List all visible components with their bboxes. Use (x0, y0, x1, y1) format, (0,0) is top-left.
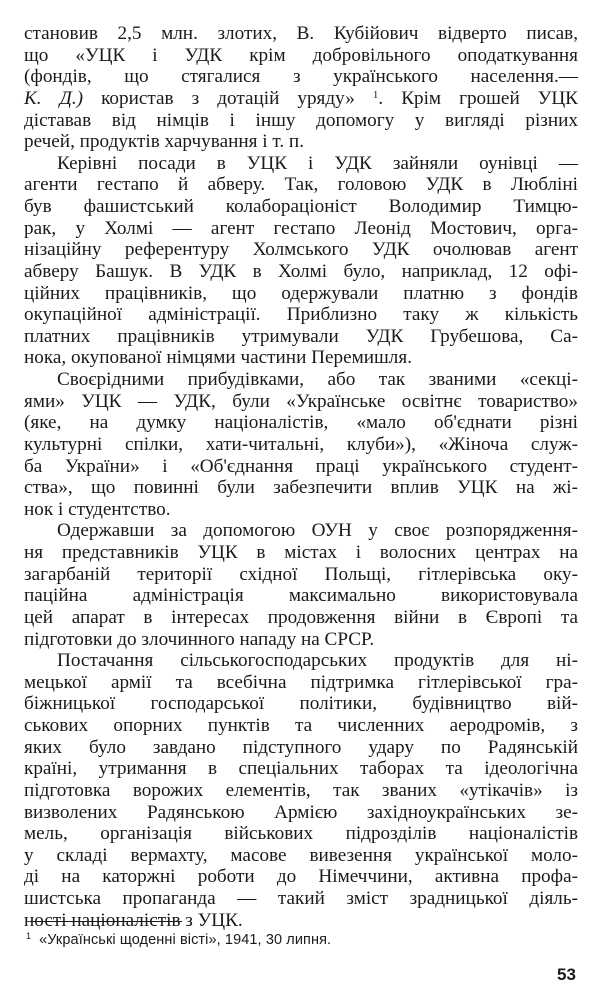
text-line: Своєрідними прибудівками, або так званими «секці- (57, 369, 578, 390)
text-line: ності націоналістів з УЦК. (24, 909, 243, 931)
text-line: нізаційну референтуру Холмського УДК очолював агент (24, 239, 578, 261)
text-line: ба України» і «Об'єднання праці українського студент- (24, 455, 578, 477)
text-line: ями» УЦК — УДК, були «Українське освітнє товариство» (24, 390, 578, 412)
text-line: абверу Башук. В УДК в Холмі було, наприклад, 12 офі- (24, 260, 578, 282)
text-line: шистська пропаганда — такий зміст зрадницької діяль- (24, 888, 578, 909)
text-line: K. Д.) користав з дотацій уряду» $^1$. Крім грошей УЦК (24, 87, 578, 109)
text-line: підготовки до злочинного нападу на СРСР. (24, 628, 375, 650)
text-line: цей апарат в інтересах продовження війни в Європі та (24, 606, 578, 628)
page-body (24, 23, 578, 931)
text-line: ді на каторжні роботи до Німеччини, активна профа- (24, 866, 578, 888)
text-line: мель, організація військових підрозділів націоналістів (24, 823, 578, 845)
paragraph (24, 23, 578, 153)
text-line: Одержавши за допомогою ОУН у своє розпорядження- (57, 520, 578, 542)
text-line: діставав від німців і іншу допомогу у вигляді різних (24, 109, 578, 131)
paragraph (24, 369, 578, 520)
text-line: яких було завдано підступного удару по Радянській (24, 736, 578, 758)
text-line: загарбаній території східної Польщі, гітлерівська оку- (24, 563, 578, 585)
page-number: 53 (557, 965, 576, 984)
paragraph (24, 650, 578, 931)
text-line: агенти гестапо й абверу. Так, головою УДК в Любліні (24, 174, 578, 196)
text-line: (фондів, що стягалися з українського населення.— (24, 66, 578, 88)
footnote-marker: 1 (26, 931, 32, 941)
text-line: що «УЦК і УДК крім добровільного оподаткування (24, 44, 578, 66)
text-line: ційних працівників, що одержували платню з фондів (24, 282, 578, 304)
text-line: культурні спілки, хати-читальні, клуби»), «Жіноча служ- (24, 433, 578, 455)
text-line: становив 2,5 млн. злотих, В. Кубійович відверто писав, (24, 23, 578, 44)
text-line: Керівні посади в УЦК і УДК зайняли оунівці — (57, 152, 578, 174)
text-line: ства», що повинні були забезпечити вплив УЦК на жі- (24, 477, 578, 499)
text-line: у складі вермахту, масове вивезення української моло- (24, 844, 578, 866)
footnote-text: «Українські щоденні вісті», 1941, 30 липня. (39, 932, 332, 948)
footnote (26, 931, 331, 949)
text-line: країні, утримання в спеціальних таборах та ідеологічна (24, 758, 578, 780)
text-line: ськових опорних пунктів та численних аеродромів, з (24, 715, 578, 736)
text-line: підготовка ворожих елементів, так званих «утікачів» із (24, 779, 578, 801)
text-line: був фашистський колабораціоніст Володимир Тимцю- (24, 196, 578, 217)
text-line: паційна адміністрація максимально використовувала (24, 585, 578, 607)
text-line: окупаційної адміністрації. Приблизно таку ж кількість (24, 304, 578, 326)
paragraph (24, 153, 578, 369)
text-line: визволених Радянською Армією західноукраїнських зе- (24, 801, 578, 823)
text-line: платних працівників утримували УДК Грубешова, Са- (24, 325, 578, 347)
text-line: ня представників УЦК в містах і волосних центрах на (24, 542, 578, 563)
text-line: (яке, на думку націоналістів, «мало об'єднати різні (24, 412, 578, 434)
paragraph (24, 520, 578, 650)
text-line: нока, окупованої німцями частини Перемишля. (24, 347, 412, 369)
text-line: біжницької господарської політики, будівництво вій- (24, 693, 578, 715)
footnote-reference: 1 (372, 88, 379, 101)
text-line: нок і студентство. (24, 498, 171, 520)
text-line: рак, у Холмі — агент гестапо Леонід Мостович, орга- (24, 217, 578, 239)
footnote-divider (30, 921, 182, 922)
text-line: Постачання сільськогосподарських продуктів для ні- (57, 650, 578, 672)
text-line: мецької армії та всебічна підтримка гітлерівської гра- (24, 671, 578, 693)
text-line: речей, продуктів харчування і т. п. (24, 131, 304, 153)
